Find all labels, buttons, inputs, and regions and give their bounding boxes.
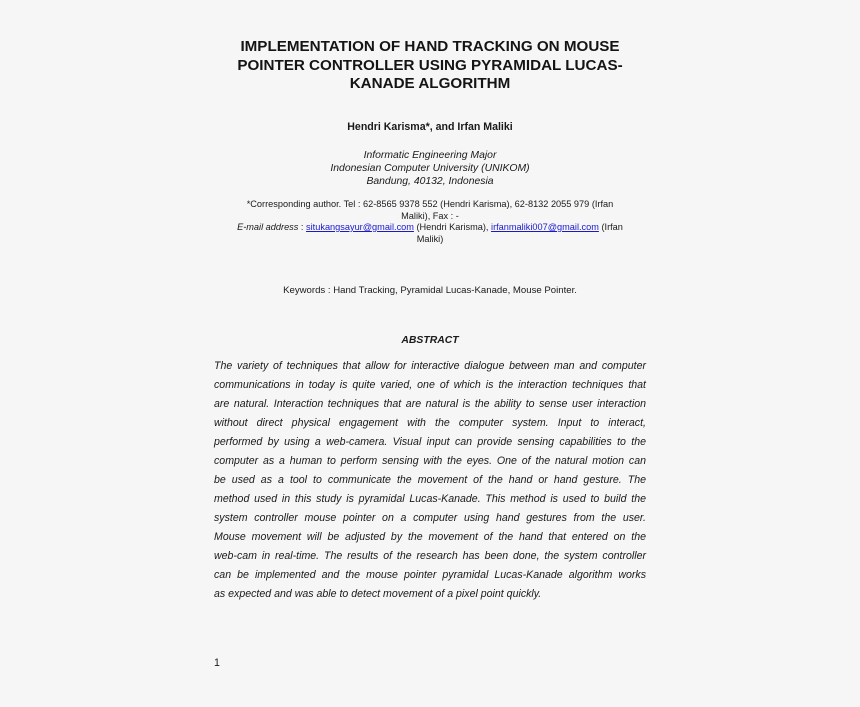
email-label: E-mail address (237, 222, 299, 232)
abstract-heading: ABSTRACT (401, 335, 459, 346)
title-line-1: IMPLEMENTATION OF HAND TRACKING ON MOUSE (240, 38, 620, 55)
email-owner-maliki: (Irfan (598, 222, 623, 232)
email-separator: : (298, 222, 307, 232)
abstract-line: performed by using a web-camera. Visual input can provide sensing capabilities to the (214, 436, 646, 448)
keywords: Keywords : Hand Tracking, Pyramidal Lucas-Kanade, Mouse Pointer. (283, 285, 577, 296)
abstract-line: The variety of techniques that allow for interactive dialogue between man and computer (214, 360, 646, 372)
abstract-line: without direct physical engagement with the computer system. Input to interact, (214, 417, 646, 429)
abstract-line: method used in this study is pyramidal Lucas-Kanade. This method is used to build the (214, 493, 646, 505)
corresponding-phone-line: *Corresponding author. Tel : 62-8565 9378 552 (Hendri Karisma), 62-8132 2055 979 (Irfan (246, 199, 614, 209)
email-link-maliki[interactable]: irfanmaliki007@gmail.com (491, 222, 599, 232)
abstract-line: web-cam in real-time. The results of the research has been done, the system controller (214, 550, 646, 562)
paper-authors: Hendri Karisma*, and Irfan Maliki (347, 121, 513, 133)
affiliation-department: Informatic Engineering Major (363, 150, 497, 161)
corresponding-author-block (214, 199, 646, 245)
corresponding-email-line-end: Maliki) (416, 233, 444, 244)
abstract-line: as expected and was able to detect movement of a pixel point quickly. (214, 588, 542, 600)
corresponding-fax-line: Maliki), Fax : - (401, 210, 459, 221)
email-owner-karisma: (Hendri Karisma), (413, 222, 492, 232)
paper-title (214, 38, 646, 94)
abstract-line: system controller mouse pointer on a computer using hand gestures from the user. (214, 512, 646, 524)
email-link-karisma[interactable]: situkangsayur@gmail.com (306, 222, 414, 232)
abstract-line: be used as a tool to communicate the movement of the hand or hand gesture. The (214, 474, 646, 486)
title-line-2: POINTER CONTROLLER USING PYRAMIDAL LUCAS- (237, 56, 623, 74)
affiliation-block (214, 149, 646, 188)
affiliation-university: Indonesian Computer University (UNIKOM) (330, 163, 530, 174)
abstract-body (214, 357, 646, 604)
abstract-line: computer as a human to perform sensing with the eyes. One of the natural motion can (214, 455, 646, 467)
page-number: 1 (214, 657, 220, 669)
corresponding-email-line (214, 222, 646, 234)
abstract-line: can be implemented and the mouse pointer pyramidal Lucas-Kanade algorithm works (214, 569, 646, 581)
abstract-line: are natural. Interaction techniques that are natural is the ability to sense user interaction (214, 398, 646, 410)
abstract-line: Mouse movement will be adjusted by the movement of the hand that entered on the (214, 531, 646, 543)
abstract-line: communications in today is quite varied, one of which is the interaction techniques that (214, 379, 646, 391)
title-line-3: KANADE ALGORITHM (349, 75, 511, 92)
affiliation-city: Bandung, 40132, Indonesia (366, 176, 494, 187)
